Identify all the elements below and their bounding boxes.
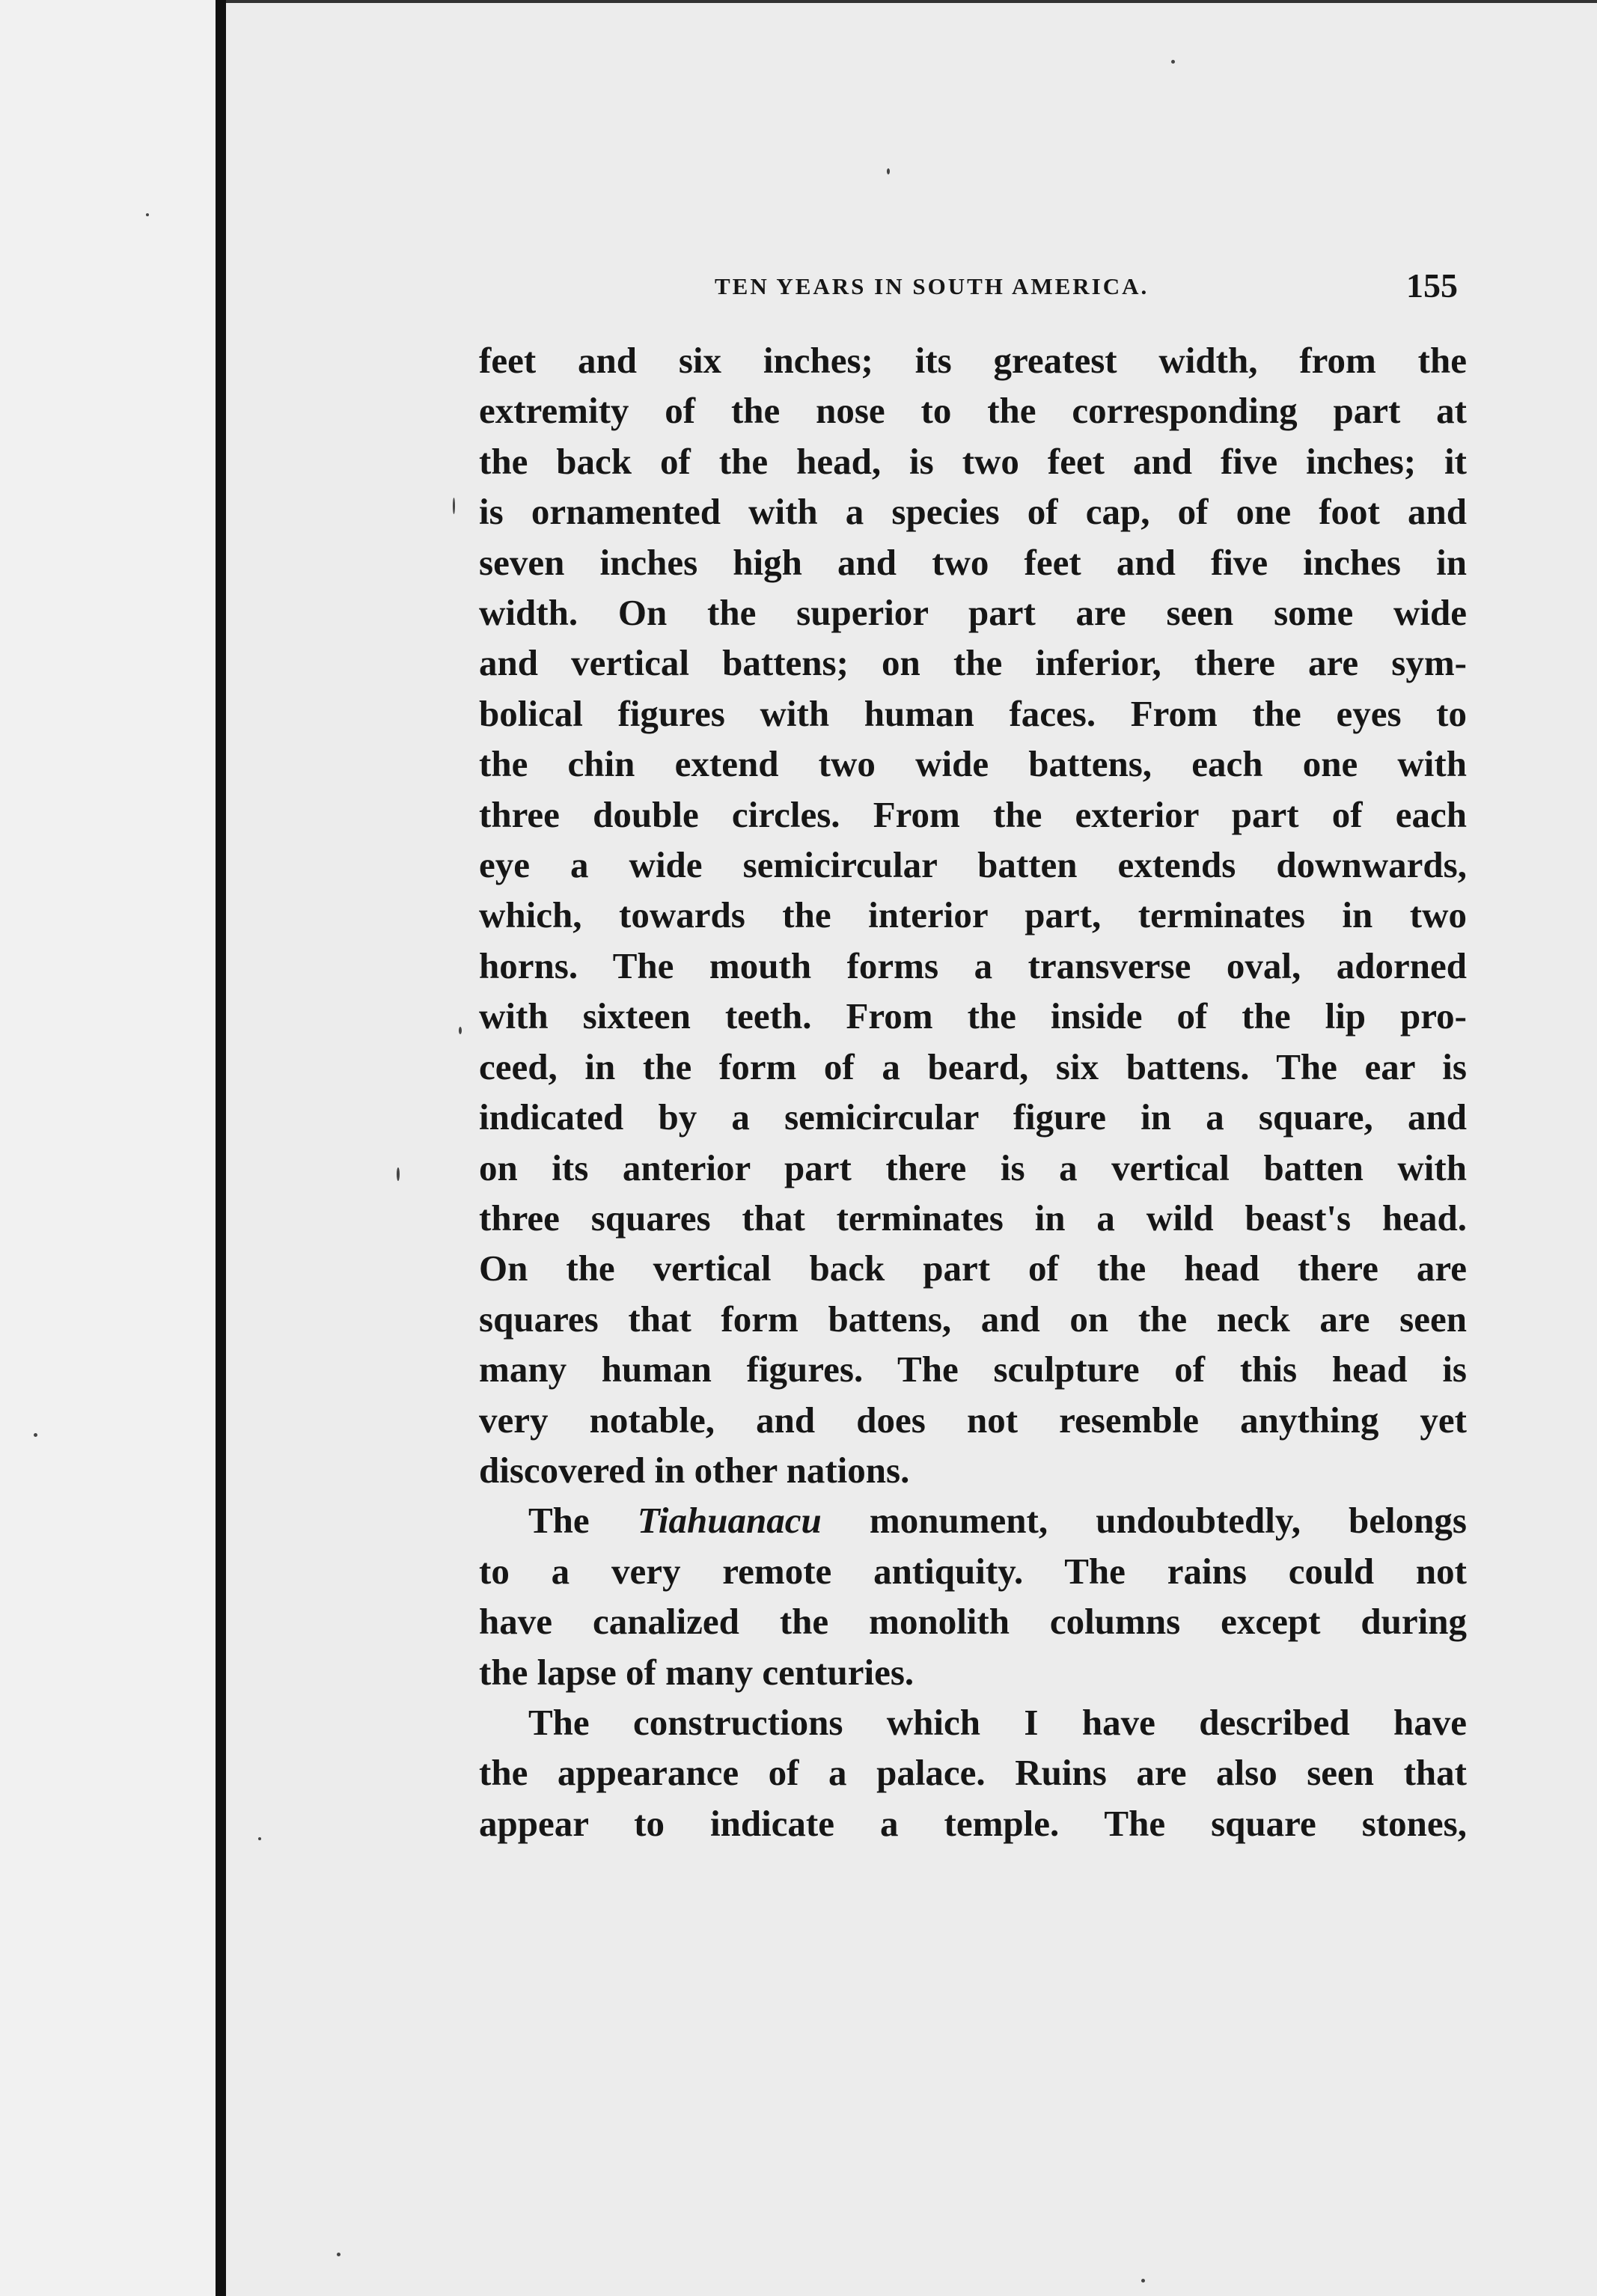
paragraph-3 (479, 1697, 1467, 1848)
text-line: very notable, and does not resemble anything yet (479, 1399, 1467, 1441)
text-line: indicated by a semicircular figure in a square, and (479, 1096, 1467, 1138)
text-line: feet and six inches; its greatest width, from the (479, 340, 1467, 381)
text-line: the appearance of a palace. Ruins are also seen that (479, 1752, 1467, 1794)
text-line: seven inches high and two feet and five inches in (479, 541, 1467, 583)
body-text (479, 335, 1467, 1848)
text-line: width. On the superior part are seen some wide (479, 592, 1467, 634)
paragraph-2 (479, 1495, 1467, 1697)
page-number: 155 (1406, 266, 1458, 305)
text-line: extremity of the nose to the corresponding part at (479, 390, 1467, 432)
text-line: appear to indicate a temple. The square stones, (479, 1802, 1467, 1844)
text-line: on its anterior part there is a vertical batten with (479, 1147, 1467, 1188)
text-line: and vertical battens; on the inferior, there are sym- (479, 642, 1467, 684)
text-line: On the vertical back part of the head there are (479, 1248, 1467, 1289)
text-line: to a very remote antiquity. The rains could not (479, 1550, 1467, 1592)
text-line: The constructions which I have described have (528, 1701, 1467, 1743)
page-header (479, 266, 1467, 311)
text-line: have canalized the monolith columns except during (479, 1601, 1467, 1643)
text-line: three double circles. From the exterior part of each (479, 793, 1467, 835)
text-line: bolical figures with human faces. From the eyes to (479, 692, 1467, 734)
text-line: three squares that terminates in a wild beast's head. (479, 1197, 1467, 1239)
text-line: the back of the head, is two feet and five inches; it (479, 440, 1467, 482)
text-line: discovered in other nations. (479, 1449, 910, 1491)
text-line: squares that form battens, and on the neck are seen (479, 1298, 1467, 1340)
paragraph-1 (479, 335, 1467, 1495)
text-line: horns. The mouth forms a transverse oval, adorned (479, 944, 1467, 986)
text-line: is ornamented with a species of cap, of one foot and (479, 491, 1467, 533)
page-top-edge (222, 0, 1597, 3)
text-line (479, 1495, 1467, 1545)
text-line: which, towards the interior part, terminates in two (479, 894, 1467, 936)
binding-edge (216, 0, 226, 2296)
text-line: the chin extend two wide battens, each one with (479, 743, 1467, 785)
text-line: many human figures. The sculpture of this head is (479, 1349, 1467, 1390)
running-title: TEN YEARS IN SOUTH AMERICA. (715, 273, 1149, 299)
text-line: eye a wide semicircular batten extends downwards, (479, 844, 1467, 886)
text-line: the lapse of many centuries. (479, 1651, 914, 1693)
text-run: monument, undoubtedly, belongs (821, 1500, 1467, 1542)
italic-term: Tiahuanacu (637, 1500, 822, 1542)
text-line: with sixteen teeth. From the inside of the lip pro- (479, 995, 1467, 1037)
text-line: ceed, in the form of a beard, six battens. The ear is (479, 1045, 1467, 1087)
text-run: The (528, 1500, 638, 1542)
left-margin (0, 0, 222, 2296)
